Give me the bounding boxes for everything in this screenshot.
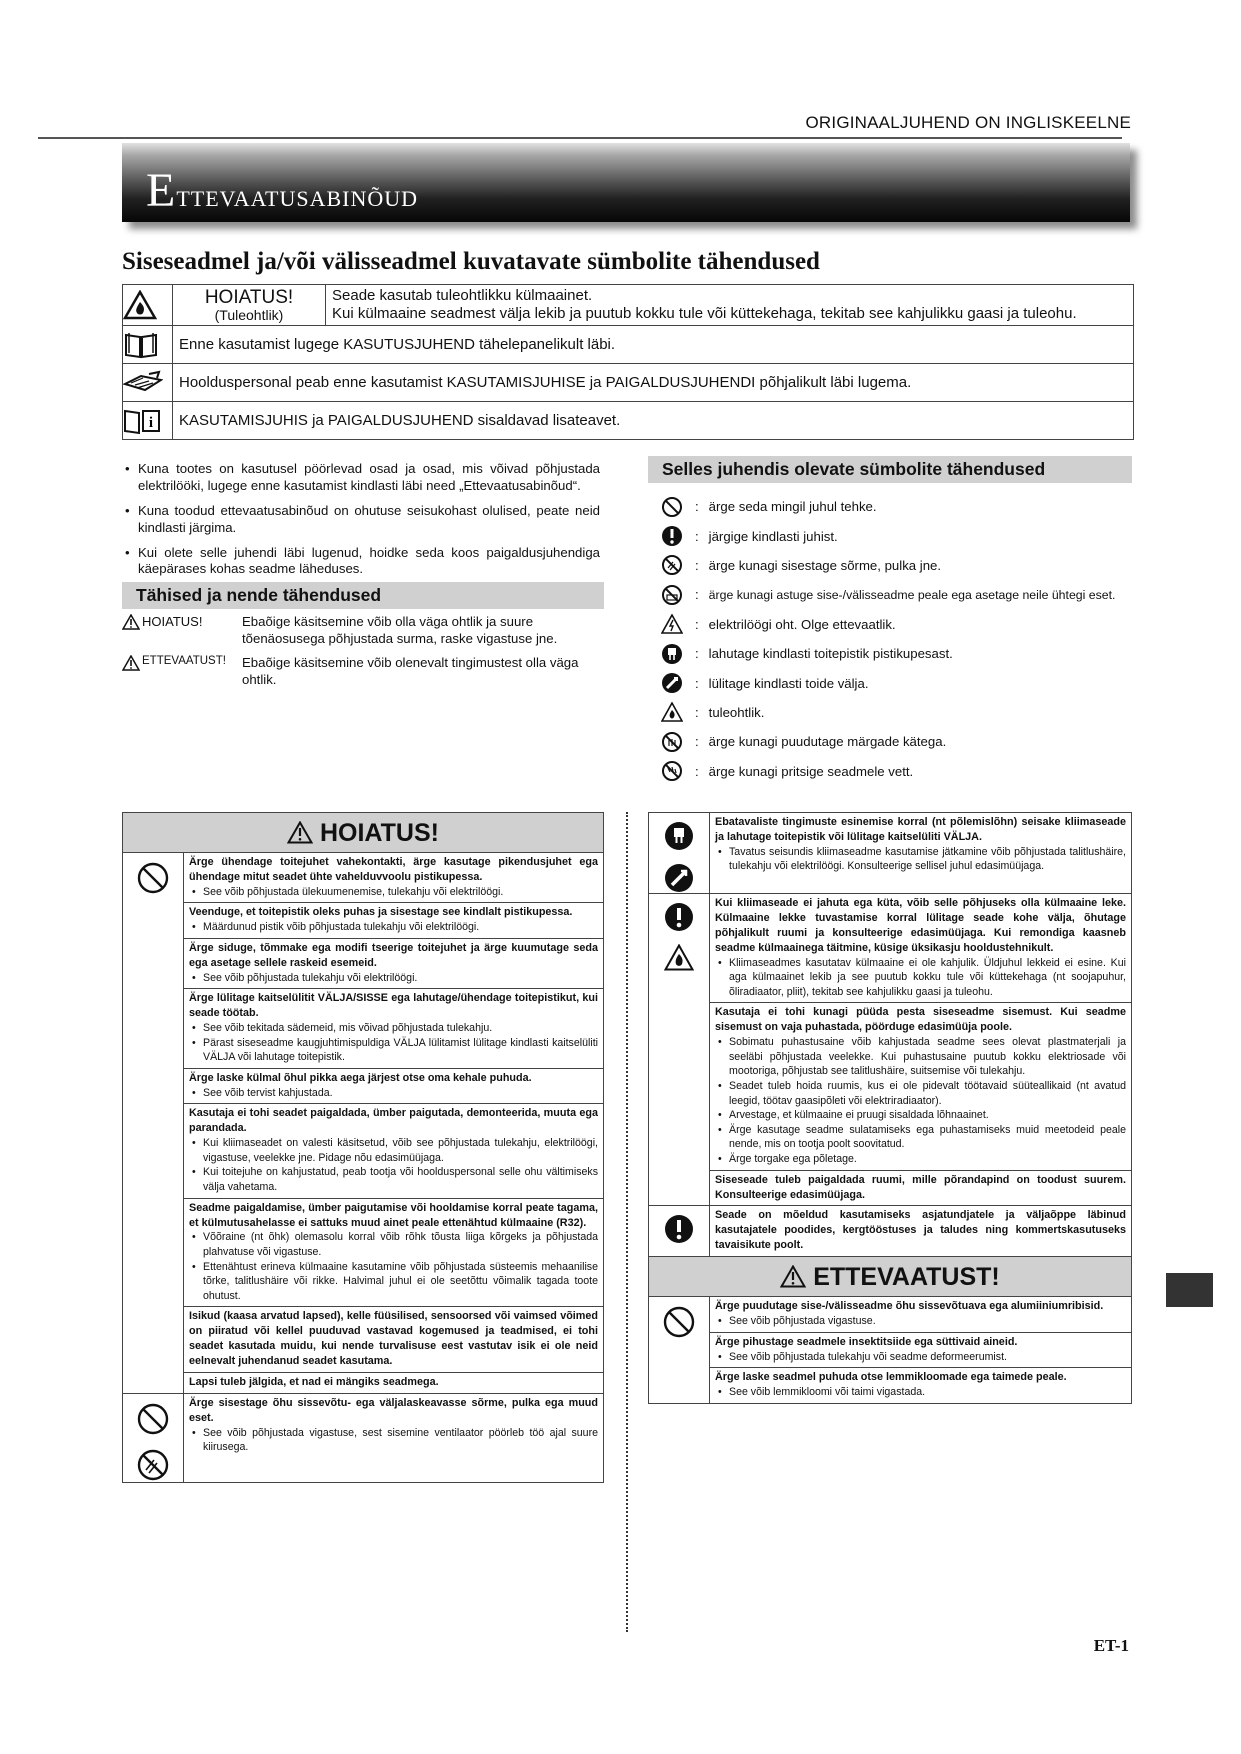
prohibited-icon [662,1305,696,1339]
symbol-text: ärge kunagi pritsige seadmele vett. [708,763,914,779]
symbol-text: lahutage kindlasti toitepistik pistikupesast. [708,646,953,662]
warning-items [710,813,1131,893]
mark-text: Ebaõige käsitsemine võib olenevalt tingimustest olla väga ohtlik. [242,655,579,687]
marks-heading: Tähised ja nende tähendused [122,582,604,609]
fire-hazard-icon [664,944,694,971]
warning-item [184,1307,603,1373]
symbol-text: ärge kunagi sisestage sõrme, pulka jne. [708,557,942,573]
mark-label: ETTEVAATUST! [142,655,226,667]
warning-title: HOIATUS! [319,819,439,847]
symbol-text: ärge seda mingil juhul tehke. [708,499,877,515]
warning-item [710,813,1131,877]
warning-item [184,1373,603,1393]
list-item: : lülitage kindlasti toide välja. [659,668,1139,697]
warning-item-detail: • See võib põhjustada vigastuse, sest sisemine ventilaator pöörleb töö ajal suure kiirusega. [189,1426,598,1455]
flammable-label: (Tuleohtlik) [214,306,284,323]
caution-box-header [649,1257,1131,1297]
warning-item-title: Ärge sisestage õhu sissevõtu- ega väljalaskeavasse sõrme, pulka ega muud eset. [189,1396,598,1424]
warning-item-title: Ärge laske seadmel puhuda otse lemmikloomade ega taimede peale. [715,1371,1067,1384]
warning-item-detail: • Kui kliimaseadet on valesti käsitsetud, võib see põhjustada tulekahju, elektrilöögi, vigastuse, veelekke jne. Pidage nõu edasimüüjaga. [189,1136,598,1165]
warning-item [184,1069,603,1105]
warning-item-title: Isikud (kaasa arvatud lapsed), kelle füüsilised, sensoorsed või vaimsed võimed on piiratud või kellel puuduvad vastavad kogemused ja teadmised, ei tohi seadet kasutada muidu, kui nende turvalisuse eest vastutav isik ei ole neid eelnevalt juhendanud seadet kasutama. [189,1310,598,1368]
list-item: : ärge kunagi puudutage märgade kätega. [659,727,1139,756]
unplug-icon [659,642,685,666]
warning-box-header [123,813,603,853]
warning-item-detail: • Ärge kasutage seadme sulatamiseks ega puhastamiseks muid meetodeid peale nende, mis on tootja poolt soovitatud. [715,1123,1126,1152]
header-rule [38,137,1122,139]
warning-item-title: Veenduge, et toitepistik oleks puhas ja sisestage see kindlalt pistikupessa. [189,906,573,919]
flammable-description [326,285,1134,326]
warning-item [710,894,1131,1003]
symbol-text: ärge kunagi puudutage märgade kätega. [708,734,947,750]
warning-item-detail: • Pärast siseseadme kaugjuhtimispuldiga VÄLJA lülitamist lülitage kindlasti kaitselüliti VÄLJA või lahutage toitepistik. [189,1036,598,1065]
mandatory-icon [664,1214,694,1244]
warning-item [184,853,603,903]
service-manual-icon [123,364,173,402]
warning-item-title: Kasutaja ei tohi seadet paigaldada, ümber paigutada, demonteerida, muuta ega parandada. [189,1107,598,1135]
warning-item-title: Seadme paigaldamise, ümber paigutamise või hooldamise korral peate tagama, et külmutusahelasse ei sattuks muud ainet peale ettenähtud külmaaine (R32). [189,1201,598,1229]
warning-item-detail: • See võib põhjustada tulekahju või elektrilöögi. [189,971,598,986]
warning-item-title: Ärge puudutage sise-/välisseadme õhu sissevõtuava ega alumiiniumribisid. [715,1300,1104,1313]
svg-text:i: i [148,414,154,431]
warning-triangle-icon [287,821,313,844]
warning-item-title: Ärge ühendage toitejuhet vahekontakti, ärge kasutage pikendusjuhet ega ühendage mitut seadet ühte vahelduvvoolu pistikupessa. [189,856,598,883]
warning-item [710,1171,1131,1206]
symbol-text: ärge kunagi astuge sise-/välisseadme peale ega asetage neile ühtegi eset. [708,587,1116,602]
fire-hazard-icon [659,700,685,724]
warning-item-detail: • Seadet tuleb hoida ruumis, kus ei ole pidevalt töötavaid süüteallikaid (nt avatud leegid, töötav gaasipõleti või elektriradiaator). [715,1079,1126,1108]
manual-book-icon [123,326,173,364]
warning-triangle-icon [122,614,140,630]
warning-item-title: Kui kliimaseade ei jahuta ega küta, võib selle põhjuseks olla külmaaine leke. Külmaaine lekke tuvastamise korral lülitage seade kohe välja, õhutage põhjalikult ruumi ja konsulteerige edasimüüjaga. Kui remondiga kaasneb seadme külmaainega täitmine, küsige üksikasju hooldustehnikult. [715,897,1126,954]
warning-item-title: Ärge siduge, tõmmake ega modifi tseerige toitejuhet ja ärge kuumutage seda ega asetage sellele raskeid esemeid. [189,941,598,969]
list-item: • Kuna toodud ettevaatusabinõud on ohutuse seisukohast olulised, peate neid kindlasti järgima. [122,503,600,537]
warning-item [184,989,603,1069]
warning-item [710,1206,1131,1256]
no-objects-on-unit-icon [659,583,685,607]
warning-box-continued [648,812,1132,1404]
symbols-heading: Siseseadmel ja/või välisseadmel kuvatavate sümbolite tähendused [122,248,820,275]
warning-item [184,1199,603,1308]
warning-item-detail: • See võib tekitada sädemeid, mis võivad põhjustada tulekahju. [189,1021,598,1036]
warning-item-detail: • See võib lemmikloomi või taimi vigastada. [715,1385,1126,1400]
warning-triangle-icon [122,655,140,671]
list-item: : tuleohtlik. [659,698,1139,727]
warning-item [184,1104,603,1198]
symbol-text: järgige kindlasti juhist. [708,528,838,544]
manual-symbols-heading: Selles juhendis olevate sümbolite tähendused [648,456,1132,483]
power-off-icon [664,863,694,893]
table-row [123,402,1134,440]
symbol-text: lülitage kindlasti toide välja. [708,675,869,691]
symbol-text: tuleohtlik. [708,704,765,720]
power-off-icon [659,671,685,695]
warning-item-detail: • Kui toitejuhe on kahjustatud, peab tootja või hoolduspersonal selle ohu vältimiseks välja vahetama. [189,1165,598,1194]
manual-symbols-list [659,492,1139,786]
title-banner [122,143,1130,222]
warning-triangle-icon [780,1265,806,1288]
warning-items [710,1206,1131,1256]
warning-group [649,1206,1131,1257]
warning-item [184,1394,603,1458]
marks-list [122,614,604,696]
caution-items [710,1297,1131,1403]
warning-item [710,1003,1131,1170]
unit-symbols-table [122,284,1134,440]
prohibited-icon [136,1402,170,1436]
manual-text: Enne kasutamist lugege KASUTUSJUHEND tähelepanelikult läbi. [173,326,1134,364]
warning-item [184,939,603,989]
flammable-warning-icon [123,285,173,326]
warning-item-detail: • Tavatus seisundis kliimaseadme kasutamise jätkamine võib põhjustada talitlushäire, tulekahju või elektrilöögi. Konsulteerige sellisel juhul edasimüüjaga. [715,845,1126,874]
page-number: ET-1 [1093,1636,1129,1655]
warning-item [710,1297,1131,1333]
flammable-line-2: Kui külmaaine seadmest välja lekib ja puutub kokku tule või küttekehaga, tekitab see kahjulikku gaasi ja tuleohu. [332,305,1077,322]
warning-item-detail: • See võib põhjustada vigastuse. [715,1314,1126,1329]
mark-text: Ebaõige käsitsemine võib olla väga ohtlik ja suure tõenäosusega põhjustada surma, raske vigastuse jne. [242,614,558,646]
warning-group [123,853,603,1394]
warning-items [710,894,1131,1205]
list-item [122,614,604,647]
warning-group [123,1394,603,1482]
table-row [123,326,1134,364]
warning-item-detail: • Ettenähtust erineva külmaaine kasutamine võib põhjustada süsteemis mehaanilise tõrke, talitlushäire või rikke. Halvimal juhul ei ole seetõttu võimalik tagada toote ohutust. [189,1260,598,1304]
warning-item-detail: • Kliimaseadmes kasutatav külmaaine ei ole kahjulik. Üldjuhul lekkeid ei esine. Kui aga külmaainet lekib ja see puutub kokku tule või küttekehaga (nt soojapuhur, õliradiaator, pliit), tekitab see kahjulikku gaasi ja tuleohu. [715,956,1126,1000]
warning-item-detail: • Võõraine (nt õhk) olemasolu korral võib rõhk tõusta liiga kõrgeks ja põhjustada plahvatuse või vigastuse. [189,1230,598,1259]
warning-item-detail: • See võib tervist kahjustada. [189,1086,598,1101]
table-row [123,285,1134,326]
warning-item [184,903,603,939]
original-language-note: ORIGINAALJUHEND ON INGLISKEELNE [805,113,1131,132]
warning-item-title: Lapsi tuleb jälgida, et nad ei mängiks seadmega. [189,1376,439,1388]
warning-items [184,853,603,1393]
list-item: : lahutage kindlasti toitepistik pistikupesast. [659,639,1139,668]
warning-item-title: Ärge laske külmal õhul pikka aega järjest otse oma kehale puhuda. [189,1071,532,1084]
list-item: : ärge seda mingil juhul tehke. [659,492,1139,521]
warning-item-title: Ebatavaliste tingimuste esinemise korral (nt põlemislõhn) seisake kliimaseade ja lahutage toitepistik või lülitage kaitselüliti VÄLJA. [715,816,1126,843]
warning-item [710,1368,1131,1403]
no-fingers-icon [659,553,685,577]
mandatory-icon [659,524,685,548]
column-divider [626,812,628,1632]
warning-label-cell [173,285,326,326]
warning-box [122,812,604,1483]
warning-item-title: Ärge lülitage kaitselülitit VÄLJA/SISSE ega lahutage/ühendage toitepistikut, kui seade töötab. [189,992,598,1020]
no-water-spray-icon [659,759,685,783]
page-title: Ettevaatusabinõud [146,164,419,217]
list-item: : ärge kunagi sisestage sõrme, pulka jne. [659,551,1139,580]
caution-group [649,1297,1131,1403]
warning-item-detail: • Määrdunud pistik võib põhjustada tulekahju või elektrilöögi. [189,920,598,935]
service-manual-text: Hoolduspersonal peab enne kasutamist KASUTAMISJUHISE ja PAIGALDUSJUHENDI põhjalikult läbi lugema. [173,364,1134,402]
list-item: : ärge kunagi astuge sise-/välisseadme peale ega asetage neile ühtegi eset. [659,580,1139,609]
no-fingers-icon [136,1448,170,1482]
warning-item-detail: • See võib põhjustada tulekahju või seadme deformeerumist. [715,1350,1126,1365]
warning-item-title: Kasutaja ei tohi kunagi püüda pesta siseseadme sisemust. Kui seadme sisemust on vaja puhastada, pöörduge edasimüüja poole. [715,1006,1126,1034]
list-item: • Kuna tootes on kasutusel pöörlevad osad ja osad, mis võivad põhjustada elektrilööki, lugege enne kasutamist kindlasti läbi need „Ettevaatusabinõud“. [122,461,600,495]
warning-group [649,813,1131,894]
warning-item-detail: • Arvestage, et külmaaine ei pruugi sisaldada lõhnaainet. [715,1108,1126,1123]
intro-bullet-list [122,461,600,586]
warning-item-title: Seade on mõeldud kasutamiseks asjatundjatele ja väljaõppe läbinud kasutajatele poodides, kergtööstuses ja taludes ning kommertskasutuseks tavaisikute poolt. [715,1209,1126,1252]
table-row [123,364,1134,402]
section-tab-marker [1166,1273,1213,1307]
list-item: • Kui olete selle juhendi läbi lugenud, hoidke seda koos paigaldusjuhendiga käepärases kohas seadme läheduses. [122,545,600,579]
prohibited-icon [136,861,170,895]
caution-title: ETTEVAATUST! [813,1263,1000,1292]
info-book-text: KASUTAMISJUHIS ja PAIGALDUSJUHEND sisaldavad lisateavet. [173,402,1134,440]
warning-item-detail: • Sobimatu puhastusaine võib kahjustada seadme sees olevat plastmaterjali ja seeläbi põhjustada veelekke. Kui puhastusaine puutub kokku elektriosade või mootoriga, põhjustab see talitlushäire, suitsemise või tulekahju. [715,1035,1126,1079]
warning-group [649,894,1131,1206]
list-item: : elektrilöögi oht. Olge ettevaatlik. [659,610,1139,639]
electric-shock-icon [659,612,685,636]
list-item [122,655,604,688]
list-item: : ärge kunagi pritsige seadmele vett. [659,757,1139,786]
info-book-icon [123,402,173,440]
warning-item-title: Siseseade tuleb paigaldada ruumi, mille põrandapind on toodust suurem. Konsulteerige edasimüüjaga. [715,1173,1126,1201]
list-item: : järgige kindlasti juhist. [659,521,1139,550]
prohibited-icon [659,495,685,519]
mark-label: HOIATUS! [142,614,203,629]
warning-item-detail: • See võib põhjustada ülekuumenemise, tulekahju või elektrilöögi. [189,885,598,900]
flammable-line-1: Seade kasutab tuleohtlikku külmaainet. [332,287,593,304]
no-wet-hands-icon [659,730,685,754]
mandatory-icon [664,902,694,932]
warning-item-detail: • Ärge torgake ega põletage. [715,1152,1126,1167]
unplug-icon [664,821,694,851]
warning-label: HOIATUS! [204,286,294,308]
warning-item [710,1333,1131,1369]
symbol-text: elektrilöögi oht. Olge ettevaatlik. [708,616,896,632]
warning-item-title: Ärge pihustage seadmele insektitsiide ega süttivaid aineid. [715,1335,1018,1348]
warning-items [184,1394,603,1482]
